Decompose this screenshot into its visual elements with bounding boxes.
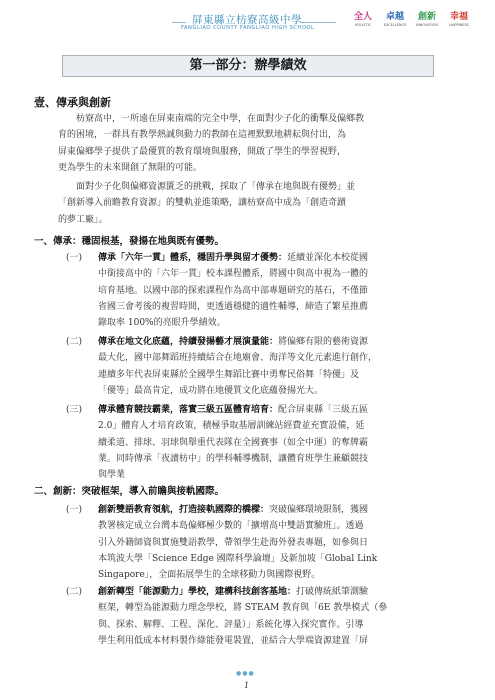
item-number: (二) xyxy=(66,337,83,347)
item-body xyxy=(98,502,488,583)
part-title: 第一部分：辦學績效 xyxy=(62,55,434,77)
item-line: 引入外籍師資與實施雙語教學，帶領學生赴海外發表專題，如參與日 xyxy=(98,537,369,548)
item-first-line: 將偏鄉有限的藝術資源 xyxy=(278,337,369,347)
item-lead: 傳承體育競技霸業，落實三級五區體育培育： xyxy=(98,405,279,415)
item-line: 培育基地。以國中部的探索課程作為高中部專題研究的基石，不僅節 xyxy=(98,285,369,296)
intro-line: 更為學生的未來開創了無限的可能。 xyxy=(58,162,203,173)
intro-paragraph xyxy=(58,111,456,176)
intro-line: 枋寮高中，一所遠在屏東南端的完全中學，在面對少子化的衝擊及偏鄉教 xyxy=(76,114,365,124)
intro-line: 屏東偏鄉學子提供了最優質的教育環境與服務，開啟了學生的學習視野， xyxy=(58,146,347,157)
item-line: Singapore」，全面拓展學生的全球移動力與國際視野。 xyxy=(98,570,321,581)
item-line: 「優等」最高肯定，成功將在地優質文化底蘊發揚光大。 xyxy=(98,385,324,396)
logo-happiness xyxy=(442,12,476,28)
logo-happiness-text: 幸福 xyxy=(449,12,468,22)
item-line: 錄取率 100%的亮眼升學績效。 xyxy=(98,318,226,329)
strategy-line: 面對少子化與偏鄉資源匱乏的挑戰，採取了「傳承在地與既有優勢」並 xyxy=(76,182,356,192)
item-body xyxy=(98,584,488,649)
item-lead: 傳承在地文化底蘊，持續發揚藝才展演量能： xyxy=(98,337,279,347)
item-body xyxy=(98,334,488,399)
item-line: 2.0」體育人才培育政策，積極爭取基層訓練站經費並充實設備，延 xyxy=(98,421,365,432)
item-line: 與、探索、解釋、工程、深化、評量）」系統化導入探究實作。引導 xyxy=(98,619,364,630)
strategy-line: 「創新導入前瞻教育資源」的雙軌並進策略，讓枋寮高中成為「創造奇蹟 xyxy=(58,198,347,209)
item-number: (二) xyxy=(66,587,83,597)
page-header xyxy=(0,0,495,40)
logo-holistic xyxy=(346,12,380,28)
item-number: (一) xyxy=(66,253,83,263)
subsection-heading-innovation: 二、創新：突破框架，導入前瞻與接軌國際。 xyxy=(34,486,225,497)
item-lead: 創新轉型「能源動力」學校，建構科技創客基地： xyxy=(98,587,297,597)
page-number: 1 xyxy=(244,681,250,690)
section-heading-inheritance-innovation: 壹、傳承與創新 xyxy=(34,96,111,109)
logo-innovation xyxy=(410,12,444,28)
strategy-paragraph xyxy=(58,179,456,228)
school-name: 屏東縣立枋寮高級中學 xyxy=(192,14,302,26)
strategy-line: 的夢工廠」。 xyxy=(58,214,108,225)
logo-excellence xyxy=(378,12,412,28)
item-line: 中銜接高中的「六年一貫」校本課程體系，將國中與高中視為一體的 xyxy=(98,269,369,280)
item-lead: 創新雙語教育領航，打造接軌國際的橋樑： xyxy=(98,505,270,515)
header-rule-left xyxy=(172,22,186,23)
logo-innovation-en: INNOVATION xyxy=(416,23,438,27)
item-line: 框架，轉型為能源動力理念學校，將 STEAM 教育與「6E 教學模式（參 xyxy=(98,603,388,614)
logo-excellence-en: EXCELLENCE xyxy=(383,23,407,27)
logo-holistic-text: 全人 xyxy=(353,12,372,22)
item-first-line: 配合屏東縣「三級五區 xyxy=(278,405,369,415)
item-first-line: 突破偏鄉環境限制，獲國 xyxy=(269,505,369,515)
logo-innovation-text: 創新 xyxy=(417,12,436,22)
item-first-line: 打破傳統紙筆測驗 xyxy=(296,587,369,597)
item-first-line: 延續並深化本校從國 xyxy=(287,253,369,263)
logo-excellence-text: 卓越 xyxy=(385,12,404,22)
logo-holistic-en: HOLISTIC xyxy=(354,23,372,27)
item-line: 教署核定成立台灣本島偏鄉極少數的「擴增高中雙語實驗班」。透過 xyxy=(98,521,364,532)
footer-dots: ●●● xyxy=(236,670,255,677)
item-body xyxy=(98,250,488,331)
item-number: (一) xyxy=(66,505,83,515)
school-values-logos xyxy=(346,12,476,34)
item-body xyxy=(98,402,488,483)
item-line: 省國三會考後的複習時間，更透過穩健的適性輔導，締造了繁星推薦 xyxy=(98,301,369,312)
item-line: 最大化，國中部舞蹈班持續結合在地廟會、海洋等文化元素進行創作， xyxy=(98,353,378,364)
item-line: 本筑波大學「Science Edge 國際科學論壇」及新加坡「Global Link xyxy=(98,553,378,564)
item-line: 學生利用低成本材料製作綠能發電裝置，並結合大學端資源建置「屏 xyxy=(98,635,369,646)
logo-happiness-en: HAPPINESS xyxy=(449,23,469,27)
item-number: (三) xyxy=(66,405,83,415)
item-lead: 傳承「六年一貫」體系，穩固升學與留才優勢： xyxy=(98,253,288,263)
item-line: 連續多年代表屏東縣於全國學生舞蹈比賽中勇奪民俗舞「特優」及 xyxy=(98,369,360,380)
item-line: 與學業 xyxy=(98,470,126,481)
intro-line: 育的困境，一群具有教學熱誠與動力的教師在這裡默默地耕耘與付出，為 xyxy=(58,130,347,141)
school-name-english: FANGLIAO COUNTY FANGLIAO HIGH SCHOOL xyxy=(181,25,315,31)
item-line: 續柔道、排球、羽球與舉重代表隊在全國賽事（如全中運）的奪牌霸 xyxy=(98,437,369,448)
item-line: 業。同時傳承「夜讀枋中」的學科輔導機制，讓體育班學生兼顧競技 xyxy=(98,453,369,464)
subsection-heading-inheritance: 一、傳承：穩固根基，發揚在地與既有優勢。 xyxy=(34,236,225,247)
header-rule-right xyxy=(300,22,336,23)
